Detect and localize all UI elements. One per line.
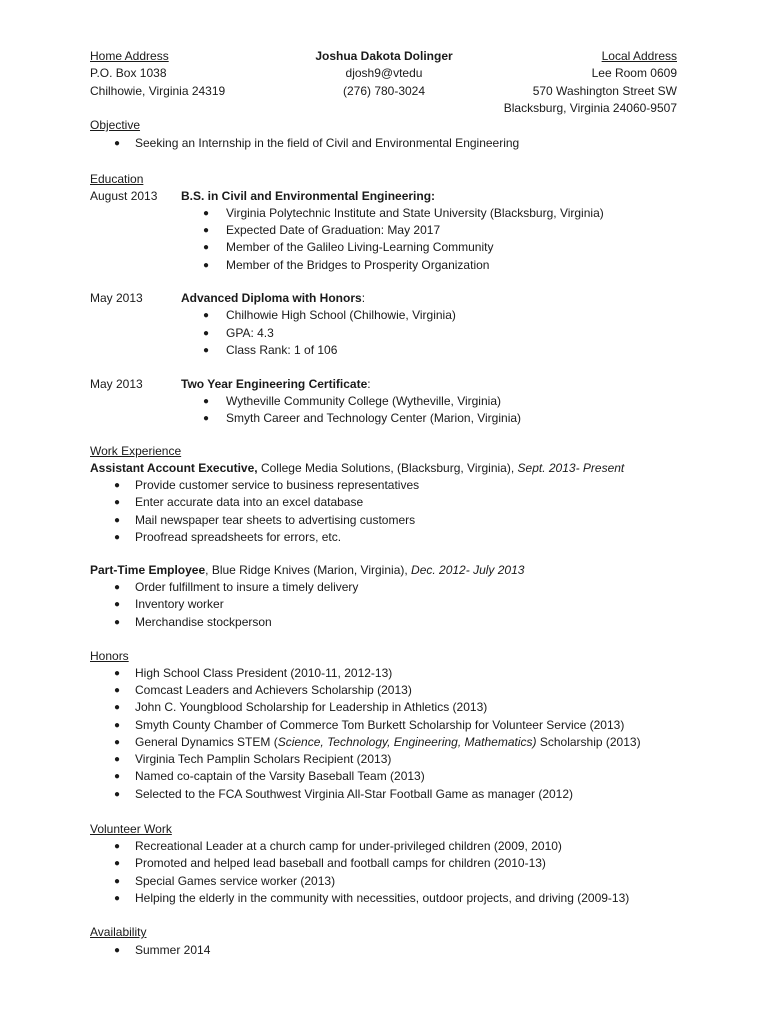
bullet: ●	[114, 893, 121, 904]
education-title-line	[181, 376, 371, 393]
volunteer-item: Recreational Leader at a church camp for under-privileged children (2009, 2010)	[135, 839, 562, 853]
home-address-line: Chilhowie, Virginia 24319	[90, 84, 226, 98]
job-org: College Media Solutions, (Blacksburg, Virginia),	[257, 461, 518, 475]
education-item: Class Rank: 1 of 106	[226, 343, 338, 357]
job-item: Merchandise stockperson	[135, 615, 272, 629]
education-item: GPA: 4.3	[226, 326, 274, 340]
bullet: ●	[114, 841, 121, 852]
bullet: ●	[114, 737, 121, 748]
honor-item: Selected to the FCA Southwest Virginia All-Star Football Game as manager (2012)	[135, 787, 574, 801]
honor-item: Virginia Tech Pamplin Scholars Recipient (2013)	[135, 752, 392, 766]
bullet: ●	[203, 242, 210, 253]
education-title-line	[181, 290, 365, 307]
home-address-heading: Home Address	[90, 49, 169, 63]
bullet: ●	[114, 876, 121, 887]
education-date: August 2013	[90, 189, 158, 203]
bullet: ●	[203, 345, 210, 356]
bullet: ●	[114, 858, 121, 869]
bullet: ●	[203, 260, 210, 271]
bullet: ●	[114, 138, 121, 149]
bullet: ●	[203, 396, 210, 407]
bullet: ●	[114, 599, 121, 610]
local-address-line: Blacksburg, Virginia 24060-9507	[503, 101, 677, 115]
bullet: ●	[114, 480, 121, 491]
job-item: Inventory worker	[135, 597, 224, 611]
local-address-line: Lee Room 0609	[591, 66, 677, 80]
section-heading-education: Education	[90, 172, 144, 186]
education-title: Two Year Engineering Certificate	[181, 377, 368, 391]
job-item: Enter accurate data into an excel database	[135, 495, 364, 509]
job-item: Mail newspaper tear sheets to advertising customers	[135, 513, 416, 527]
title-suffix: :	[361, 291, 366, 305]
local-address-heading: Local Address	[601, 49, 677, 63]
bullet: ●	[114, 582, 121, 593]
bullet: ●	[114, 497, 121, 508]
honor-item: Comcast Leaders and Achievers Scholarship (2013)	[135, 683, 412, 697]
email: djosh9@vtedu	[345, 66, 423, 80]
bullet: ●	[114, 685, 121, 696]
section-heading-objective: Objective	[90, 118, 141, 132]
bullet: ●	[114, 945, 121, 956]
section-heading-honors: Honors	[90, 649, 129, 663]
education-item: Virginia Polytechnic Institute and State University (Blacksburg, Virginia)	[226, 206, 604, 220]
bullet: ●	[114, 668, 121, 679]
honor-item: Named co-captain of the Varsity Baseball Team (2013)	[135, 769, 425, 783]
job-title: Assistant Account Executive,	[90, 461, 258, 475]
bullet: ●	[114, 702, 121, 713]
honor-text: General Dynamics STEM (	[135, 735, 278, 749]
honor-item: High School Class President (2010-11, 2012-13)	[135, 666, 393, 680]
bullet: ●	[203, 328, 210, 339]
section-heading-work: Work Experience	[90, 444, 182, 458]
job-dates: Dec. 2012- July 2013	[411, 563, 525, 577]
honor-item: John C. Youngblood Scholarship for Leadership in Athletics (2013)	[135, 700, 488, 714]
bullet: ●	[203, 225, 210, 236]
phone: (276) 780-3024	[342, 84, 426, 98]
job-org: , Blue Ridge Knives (Marion, Virginia),	[205, 563, 412, 577]
honor-item: Smyth County Chamber of Commerce Tom Burkett Scholarship for Volunteer Service (2013)	[135, 718, 625, 732]
home-address-line: P.O. Box 1038	[90, 66, 167, 80]
education-date: May 2013	[90, 377, 143, 391]
job-line	[90, 562, 524, 579]
job-line	[90, 460, 624, 477]
job-item: Provide customer service to business representatives	[135, 478, 420, 492]
section-heading-volunteer: Volunteer Work	[90, 822, 172, 836]
job-item: Order fulfillment to insure a timely delivery	[135, 580, 359, 594]
volunteer-item: Helping the elderly in the community with necessities, outdoor projects, and driving (2009-13)	[135, 891, 630, 905]
bullet: ●	[203, 310, 210, 321]
local-address-line: 570 Washington Street SW	[532, 84, 677, 98]
availability-item: Summer 2014	[135, 943, 211, 957]
education-item: Member of the Galileo Living-Learning Community	[226, 240, 494, 254]
honor-text-italic: Science, Technology, Engineering, Mathematics)	[277, 735, 537, 749]
bullet: ●	[114, 515, 121, 526]
volunteer-item: Promoted and helped lead baseball and football camps for children (2010-13)	[135, 856, 546, 870]
bullet: ●	[203, 208, 210, 219]
honor-item	[135, 734, 641, 751]
education-item: Smyth Career and Technology Center (Marion, Virginia)	[226, 411, 522, 425]
job-title: Part-Time Employee	[90, 563, 206, 577]
education-item: Chilhowie High School (Chilhowie, Virginia)	[226, 308, 456, 322]
bullet: ●	[114, 789, 121, 800]
volunteer-item: Special Games service worker (2013)	[135, 874, 336, 888]
applicant-name: Joshua Dakota Dolinger	[315, 49, 453, 63]
honor-text: Scholarship (2013)	[536, 735, 641, 749]
education-date: May 2013	[90, 291, 143, 305]
education-title: Advanced Diploma with Honors	[181, 291, 362, 305]
education-item: Member of the Bridges to Prosperity Organization	[226, 258, 490, 272]
bullet: ●	[114, 720, 121, 731]
education-item: Expected Date of Graduation: May 2017	[226, 223, 441, 237]
education-title: B.S. in Civil and Environmental Engineering:	[181, 189, 436, 203]
education-item: Wytheville Community College (Wytheville, Virginia)	[226, 394, 501, 408]
title-suffix: :	[367, 377, 371, 391]
job-item: Proofread spreadsheets for errors, etc.	[135, 530, 342, 544]
bullet: ●	[114, 532, 121, 543]
bullet: ●	[114, 754, 121, 765]
section-heading-availability: Availability	[90, 925, 147, 939]
bullet: ●	[203, 413, 210, 424]
bullet: ●	[114, 617, 121, 628]
job-dates: Sept. 2013- Present	[517, 461, 625, 475]
bullet: ●	[114, 771, 121, 782]
objective-item: Seeking an Internship in the field of Civil and Environmental Engineering	[135, 136, 520, 150]
